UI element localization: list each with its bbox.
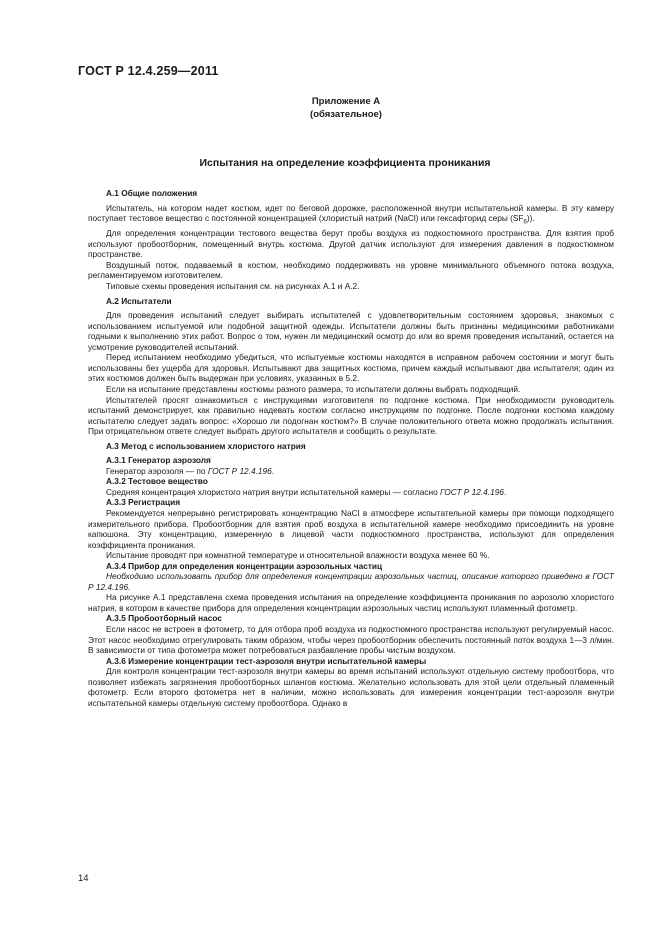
paragraph: Рекомендуется непрерывно регистрировать концентрацию NaCl в атмосфере испытательной камеры при помощи подходящего измерительного прибора. Пробоотборник для взятия проб воздуха в испытательной камере необходимо присоединить на уровне капюшона. Эту концентрацию, измеренную в лицевой части подкостюмного пространства, используют для определения коэффициента проникания. [88, 507, 614, 550]
paragraph: Испытание проводят при комнатной температуре и относительной влажности воздуха менее 60 %. [106, 550, 490, 561]
paragraph: Необходимо использовать прибор для определения концентрации аэрозольных частиц, описание которого приведено в ГОСТ Р 12.4.196. [88, 571, 614, 592]
subsection-heading: А.3.6 Измерение концентрации тест-аэрозоля внутри испытательной камеры [106, 655, 427, 666]
appendix-status: (обязательное) [310, 109, 382, 120]
document-body [88, 184, 614, 708]
paragraph: Средняя концентрация хлористого натрия внутри испытательной камеры — согласно ГОСТ Р 12.4.196. [106, 486, 507, 497]
section-heading-a3: А.3 Метод с использованием хлористого натрия [106, 440, 306, 451]
subsection-heading: А.3.3 Регистрация [106, 497, 181, 508]
paragraph: Для проведения испытаний следует выбирать испытателей с удовлетворительным состоянием здоровья, знакомых с использованием испытуемой или подобной защитной одежды. Испытатели должны быть признаны медицинскими работниками годными к выполнению этих работ. Вопрос о том, нужен ли медицинский осмотр до или во время проведения испытаний, остается на усмотрение руководителей испытаний. [88, 310, 614, 352]
section-heading-a2: А.2 Испытатели [106, 295, 172, 306]
appendix-label: Приложение А [311, 96, 381, 107]
section-heading-a1: А.1 Общие положения [106, 188, 198, 198]
subsection-heading: А.3.1 Генератор аэрозоля [106, 455, 211, 466]
paragraph: Перед испытанием необходимо убедиться, что испытуемые костюмы находятся в исправном рабочем состоянии и могут быть использованы без ущерба для здоровья. Испытывают два защитных костюма, причем каждый испытывают два испытателя; один из этих костюмов должен быть выдержан при условиях, указанных в 5.2. [88, 352, 614, 384]
subsection-heading: А.3.4 Прибор для определения концентрации аэрозольных частиц [106, 560, 383, 571]
subsection-heading: А.3.5 Пробоотборный насос [106, 613, 222, 624]
paragraph: На рисунке А.1 представлена схема проведения испытания на определение коэффициента проникания по аэрозолю хлористого натрия, в котором в качестве прибора для определения концентрации аэрозольных частиц используют пламенный фотометр. [88, 592, 614, 613]
paragraph: Воздушный поток, подаваемый в костюм, необходимо поддерживать на уровне минимального объемного потока воздуха, регламентируемом изготовителем. [88, 259, 614, 281]
document-header: ГОСТ Р 12.4.259—2011 [78, 64, 219, 78]
paragraph: Испытателей просят ознакомиться с инструкциями изготовителя по подгонке костюма. При необходимости руководитель испытаний демонстрирует, как правильно надевать костюм согласно инструкциям по подгонке. После подгонки костюма каждому испытателю следует задать вопрос: «Хорошо ли подогнан костюм?» В случае положительного ответа можно продолжать испытания. При отрицательном ответе следует выбрать другого испытателя и сообщить о результате. [88, 394, 614, 437]
paragraph: Для контроля концентрации тест-аэрозоля внутри камеры во время испытаний используют отдельную систему пробоотбора, что позволяет избежать загрязнения пробоотборных шлангов костюма. Желательно использовать для этой цели отдельный пламенный фотометр. Если второго фотометра нет в наличии, можно использовать для измерения концентрации тест-аэрозоля внутри испытательной камеры отдельную систему пробоотбора. Однако в [88, 666, 614, 708]
paragraph: Если насос не встроен в фотометр, то для отбора проб воздуха из подкостюмного пространства используют регулируемый насос. Этот насос необходимо отрегулировать таким образом, чтобы через пробоотборник обеспечить постоянный поток воздуха 1—3 л/мин. В зависимости от типа фотометра может потребоваться разбавление пробы чистым воздухом. [88, 623, 614, 656]
page-number: 14 [78, 873, 89, 884]
appendix-title: Испытания на определение коэффициента проникания [199, 157, 491, 169]
paragraph: Для определения концентрации тестового вещества берут пробы воздуха из подкостюмного пространства. Для взятия проб используют пробоотборник, помещенный внутрь костюма. Другой датчик используют для измерения давления в подкостюмном пространстве. [88, 228, 614, 260]
paragraph: Если на испытание представлены костюмы разного размера, то испытатели должны выбрать подходящий. [106, 383, 521, 394]
paragraph: Генератор аэрозоля — по ГОСТ Р 12.4.196. [106, 465, 275, 476]
paragraph: Типовые схемы проведения испытания см. на рисунках А.1 и А.2. [106, 281, 360, 292]
subsection-heading: А.3.2 Тестовое вещество [106, 476, 208, 487]
paragraph: Испытатель, на котором надет костюм, идет по беговой дорожке, расположенной внутри испытательной камеры. В эту камеру поступает тестовое вещество с постоянной концентрацией (хлористый натрий (NaCl) или гексафторид серы $(SF_6)$). [88, 202, 614, 226]
